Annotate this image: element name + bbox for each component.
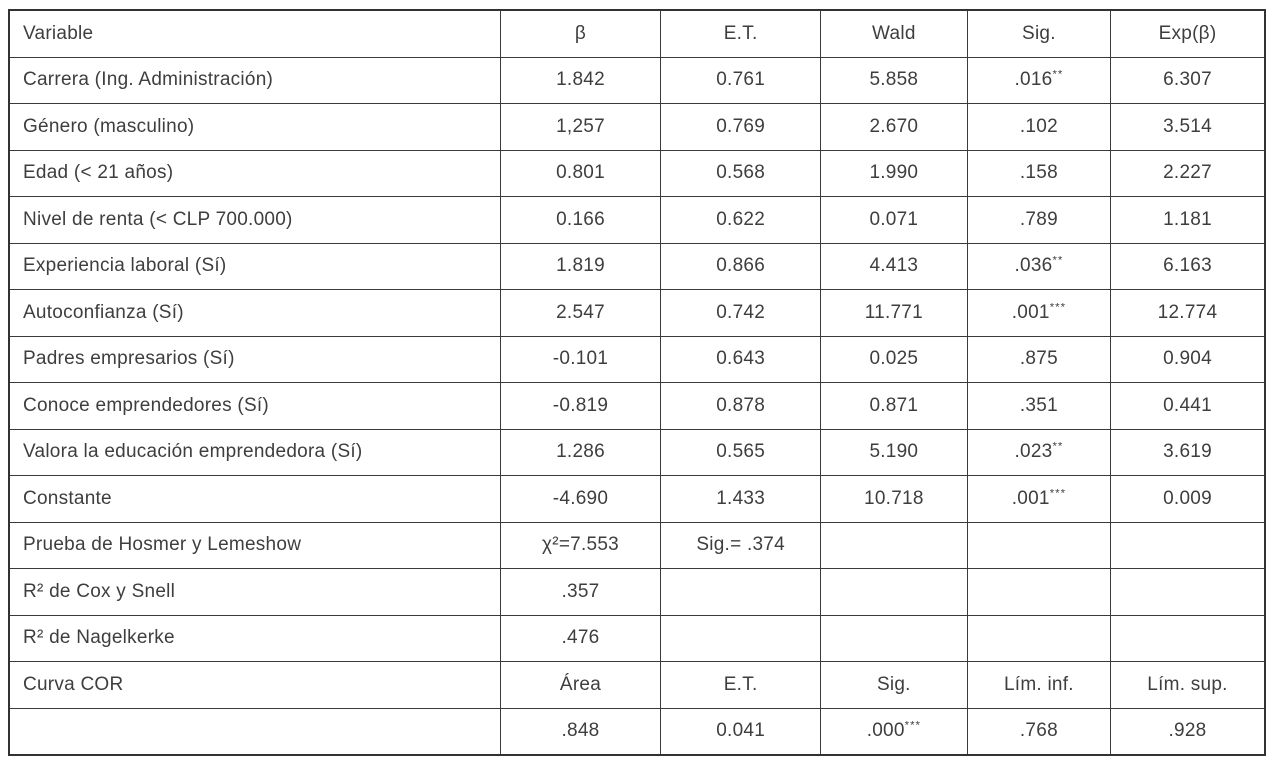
- beta-cell: 1.842: [500, 57, 661, 104]
- table-row: [9, 197, 1265, 244]
- roc-et-header-cell: E.T.: [661, 662, 821, 709]
- roc-lower-limit-cell: .768: [967, 708, 1110, 755]
- variable-cell: Prueba de Hosmer y Lemeshow: [9, 522, 500, 569]
- exp-beta-cell: 3.514: [1110, 104, 1265, 151]
- wald-cell: 5.858: [820, 57, 967, 104]
- et-cell: 0.643: [661, 336, 821, 383]
- empty-cell: [820, 522, 967, 569]
- column-header-variable: Variable: [9, 10, 500, 57]
- exp-beta-cell: 6.307: [1110, 57, 1265, 104]
- roc-upper-limit-cell: .928: [1110, 708, 1265, 755]
- variable-cell: Autoconfianza (Sí): [9, 290, 500, 337]
- exp-beta-cell: 0.441: [1110, 383, 1265, 430]
- et-cell: 0.878: [661, 383, 821, 430]
- column-header-et: E.T.: [661, 10, 821, 57]
- wald-cell: 4.413: [820, 243, 967, 290]
- exp-beta-cell: 1.181: [1110, 197, 1265, 244]
- table-row: [9, 104, 1265, 151]
- et-cell: 0.866: [661, 243, 821, 290]
- roc-values-row: [9, 708, 1265, 755]
- beta-cell: -4.690: [500, 476, 661, 523]
- empty-cell: [820, 615, 967, 662]
- sig-cell: .351: [967, 383, 1110, 430]
- wald-cell: 5.190: [820, 429, 967, 476]
- wald-cell: 11.771: [820, 290, 967, 337]
- sig-cell: [967, 476, 1110, 523]
- table-row: [9, 57, 1265, 104]
- wald-cell: 0.025: [820, 336, 967, 383]
- table-row: [9, 243, 1265, 290]
- roc-area-cell: .848: [500, 708, 661, 755]
- beta-cell: 2.547: [500, 290, 661, 337]
- sig-cell: [967, 290, 1110, 337]
- table-row: [9, 429, 1265, 476]
- sig-value: .000: [866, 720, 905, 742]
- regression-results-table: [8, 9, 1266, 756]
- exp-beta-cell: 12.774: [1110, 290, 1265, 337]
- roc-sig-header-cell: Sig.: [820, 662, 967, 709]
- significance-stars: ***: [1049, 487, 1067, 500]
- exp-beta-cell: 6.163: [1110, 243, 1265, 290]
- wald-cell: 10.718: [820, 476, 967, 523]
- significance-stars: **: [1052, 68, 1064, 81]
- wald-cell: 0.071: [820, 197, 967, 244]
- variable-cell: Experiencia laboral (Sí): [9, 243, 500, 290]
- et-cell: 0.622: [661, 197, 821, 244]
- variable-cell: Género (masculino): [9, 104, 500, 151]
- roc-upper-limit-header-cell: Lím. sup.: [1110, 662, 1265, 709]
- table-row: [9, 615, 1265, 662]
- sig-cell: [967, 429, 1110, 476]
- variable-cell: Nivel de renta (< CLP 700.000): [9, 197, 500, 244]
- empty-cell: [820, 569, 967, 616]
- variable-cell: Valora la educación emprendedora (Sí): [9, 429, 500, 476]
- significance-stars: **: [1052, 440, 1064, 453]
- exp-beta-cell: 0.904: [1110, 336, 1265, 383]
- et-cell: 0.565: [661, 429, 821, 476]
- sig-cell: .875: [967, 336, 1110, 383]
- column-header-beta: β: [500, 10, 661, 57]
- roc-sig-cell: [820, 708, 967, 755]
- beta-cell: -0.819: [500, 383, 661, 430]
- roc-area-header-cell: Área: [500, 662, 661, 709]
- sig-cell: .158: [967, 150, 1110, 197]
- empty-cell: [661, 615, 821, 662]
- variable-cell: Constante: [9, 476, 500, 523]
- exp-beta-cell: 0.009: [1110, 476, 1265, 523]
- r2-cox-snell-cell: .357: [500, 569, 661, 616]
- variable-cell: Edad (< 21 años): [9, 150, 500, 197]
- sig-value: .001: [1011, 301, 1050, 323]
- roc-subheader-row: [9, 662, 1265, 709]
- r2-nagelkerke-cell: .476: [500, 615, 661, 662]
- sig-value: .036: [1014, 255, 1053, 277]
- variable-cell: R² de Cox y Snell: [9, 569, 500, 616]
- empty-cell: [967, 615, 1110, 662]
- wald-cell: 2.670: [820, 104, 967, 151]
- beta-cell: 0.166: [500, 197, 661, 244]
- et-cell: 0.761: [661, 57, 821, 104]
- empty-cell: [1110, 615, 1265, 662]
- sig-value: .016: [1014, 69, 1053, 91]
- hosmer-sig-cell: Sig.= .374: [661, 522, 821, 569]
- table-row: [9, 476, 1265, 523]
- sig-cell: .789: [967, 197, 1110, 244]
- table-row: [9, 150, 1265, 197]
- chi-square-cell: χ²=7.553: [500, 522, 661, 569]
- column-header-sig: Sig.: [967, 10, 1110, 57]
- beta-cell: 1.819: [500, 243, 661, 290]
- sig-value: .001: [1011, 487, 1050, 509]
- sig-value: .023: [1014, 441, 1053, 463]
- exp-beta-cell: 3.619: [1110, 429, 1265, 476]
- beta-cell: 1,257: [500, 104, 661, 151]
- significance-stars: ***: [904, 719, 921, 732]
- empty-cell: [661, 569, 821, 616]
- empty-cell: [1110, 569, 1265, 616]
- header-row: [9, 10, 1265, 57]
- empty-cell: [967, 522, 1110, 569]
- significance-stars: ***: [1049, 301, 1067, 314]
- variable-cell: Curva COR: [9, 662, 500, 709]
- variable-cell: R² de Nagelkerke: [9, 615, 500, 662]
- variable-cell: Padres empresarios (Sí): [9, 336, 500, 383]
- roc-et-cell: 0.041: [661, 708, 821, 755]
- table-row: [9, 569, 1265, 616]
- sig-cell: .102: [967, 104, 1110, 151]
- sig-cell: [967, 57, 1110, 104]
- sig-cell: [967, 243, 1110, 290]
- wald-cell: 1.990: [820, 150, 967, 197]
- table-row: [9, 383, 1265, 430]
- et-cell: 0.769: [661, 104, 821, 151]
- et-cell: 0.568: [661, 150, 821, 197]
- significance-stars: **: [1052, 254, 1064, 267]
- beta-cell: 0.801: [500, 150, 661, 197]
- variable-cell: Conoce emprendedores (Sí): [9, 383, 500, 430]
- exp-beta-cell: 2.227: [1110, 150, 1265, 197]
- empty-cell: [1110, 522, 1265, 569]
- column-header-wald: Wald: [820, 10, 967, 57]
- empty-cell: [9, 708, 500, 755]
- et-cell: 0.742: [661, 290, 821, 337]
- et-cell: 1.433: [661, 476, 821, 523]
- roc-lower-limit-header-cell: Lím. inf.: [967, 662, 1110, 709]
- table-row: [9, 522, 1265, 569]
- variable-cell: Carrera (Ing. Administración): [9, 57, 500, 104]
- table-row: [9, 290, 1265, 337]
- wald-cell: 0.871: [820, 383, 967, 430]
- column-header-exp-beta: Exp(β): [1110, 10, 1265, 57]
- empty-cell: [967, 569, 1110, 616]
- beta-cell: 1.286: [500, 429, 661, 476]
- beta-cell: -0.101: [500, 336, 661, 383]
- table-row: [9, 336, 1265, 383]
